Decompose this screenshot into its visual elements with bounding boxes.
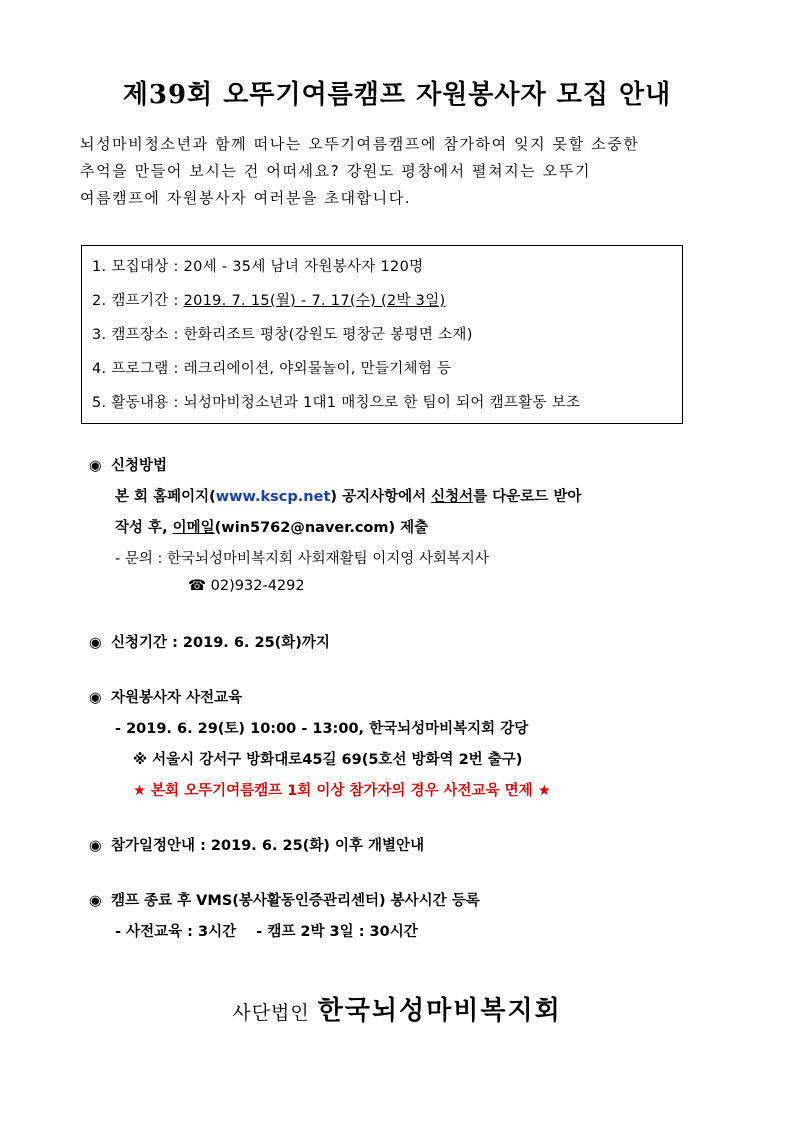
recruitment-info-box <box>81 245 683 424</box>
info-value: 2019. 7. 15(월) - 7. 17(수) (2박 3일) <box>183 293 446 309</box>
intro-line: 여름캠프에 자원봉사자 여러분을 초대합니다. <box>80 189 412 207</box>
apply-line-1: 본 회 홈페이지(www.kscp.net) 공지사항에서 신청서를 다운로드 받아 <box>115 489 582 505</box>
info-label: 1. 모집대상 : <box>92 259 184 275</box>
info-item-location <box>92 323 682 357</box>
star-icon: ★ <box>133 783 146 799</box>
info-label: 2. 캠프기간 : <box>92 293 184 309</box>
bullet-icon: ◉ <box>89 690 102 706</box>
info-label: 3. 캠프장소 : <box>92 327 184 343</box>
contact-line: - 문의 : 한국뇌성마비복지회 사회재활팀 이지영 사회복지사 <box>115 551 489 567</box>
education-heading: ◉ 자원봉사자 사전교육 <box>89 690 243 706</box>
star-icon: ★ <box>537 783 551 799</box>
education-address-line: ※ 서울시 강서구 방화대로45길 69(5호선 방화역 2번 출구) <box>133 752 523 768</box>
bullet-icon: ◉ <box>89 893 102 909</box>
vms-heading: ◉ 캠프 종료 후 VMS(봉사활동인증관리센터) 봉사시간 등록 <box>89 893 480 909</box>
apply-heading: ◉ 신청방법 <box>89 458 168 474</box>
email-label: 이메일 <box>172 520 215 536</box>
info-value: 레크리에이션, 야외물놀이, 만들기체험 등 <box>183 361 452 377</box>
schedule-section: ◉ 참가일정안내 : 2019. 6. 25(화) 이후 개별안내 <box>89 838 425 854</box>
phone-number: 02)932-4292 <box>206 578 305 594</box>
bullet-icon: ◉ <box>89 458 102 474</box>
info-item-program <box>92 357 682 391</box>
bullet-icon: ◉ <box>89 635 102 651</box>
bullet-icon: ◉ <box>89 838 102 854</box>
info-label: 5. 활동내용 : <box>92 395 184 411</box>
vms-hours-line: - 사전교육 : 3시간 - 캠프 2박 3일 : 30시간 <box>115 924 418 940</box>
org-main-name: 한국뇌성마비복지회 <box>317 996 562 1026</box>
info-value: 한화리조트 평창(강원도 평창군 봉평면 소재) <box>183 327 473 343</box>
intro-line: 추억을 만들어 보시는 건 어떠세요? 강원도 평창에서 펼쳐지는 오뚜기 <box>80 162 592 180</box>
period-section: ◉ 신청기간 : 2019. 6. 25(화)까지 <box>89 635 330 651</box>
page-title: 제39회 오뚜기여름캠프 자원봉사자 모집 안내 <box>122 80 672 110</box>
application-form-link[interactable]: 신청서 <box>431 489 474 505</box>
info-value: 20세 - 35세 남녀 자원봉사자 120명 <box>183 259 424 275</box>
organization-name <box>0 990 794 1027</box>
education-date-line: - 2019. 6. 29(토) 10:00 - 13:00, 한국뇌성마비복지회 강당 <box>115 721 529 737</box>
education-exemption-notice: ★ 본회 오뚜기여름캠프 1회 이상 참가자의 경우 사전교육 면제 ★ <box>133 783 551 799</box>
info-item-period <box>92 289 682 323</box>
intro-line: 뇌성마비청소년과 함께 떠나는 오뚜기여름캠프에 참가하여 잊지 못할 소중한 <box>80 135 640 153</box>
info-item-activity <box>92 391 682 425</box>
info-label: 4. 프로그램 : <box>92 361 184 377</box>
apply-line-2: 작성 후, 이메일(win5762@naver.com) 제출 <box>115 520 429 536</box>
org-prefix: 사단법인 <box>232 1002 310 1024</box>
phone-line <box>188 578 305 594</box>
email-address[interactable]: (win5762@naver.com) 제출 <box>214 520 429 536</box>
intro-paragraph <box>80 131 680 212</box>
info-value: 뇌성마비청소년과 1대1 매칭으로 한 팀이 되어 캠프활동 보조 <box>183 395 581 411</box>
info-item-target <box>92 255 682 289</box>
phone-icon: ☎ <box>188 578 207 594</box>
homepage-link[interactable]: www.kscp.net <box>215 489 331 505</box>
